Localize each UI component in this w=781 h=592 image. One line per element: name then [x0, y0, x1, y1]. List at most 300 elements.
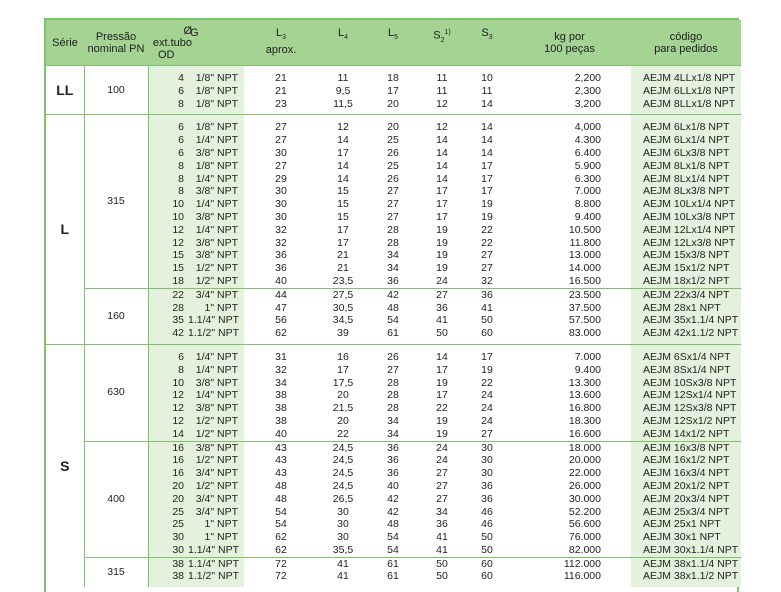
order-code-cell: AEJM 6LLx1/8 NPT	[631, 85, 741, 98]
order-code-cell: AEJM 8Lx3/8 NPT	[631, 185, 741, 198]
order-code-cell: AEJM 8LLx1/8 NPT	[631, 98, 741, 115]
weight-cell: 9.400	[574, 210, 601, 223]
weight-cell: 8.800	[574, 198, 601, 211]
thread-cell: 1/4" NPT	[188, 364, 244, 377]
l4-cell: 30,5	[332, 301, 354, 314]
table-row	[46, 467, 741, 480]
od-cell: 6	[148, 134, 188, 147]
l5-cell: 42	[387, 492, 399, 505]
weight-cell: 52.200	[568, 505, 601, 518]
weight-cell: 7.000	[508, 344, 631, 363]
s2-cell: 17	[436, 363, 448, 376]
header-l3-label: $L_3$	[275, 27, 287, 42]
od-cell: 8	[148, 98, 188, 115]
l3-cell: 62	[275, 531, 287, 544]
pressure-cell: 160	[84, 288, 148, 344]
weight-cell: 14.000	[568, 262, 601, 275]
thread-cell: 1/4" NPT	[188, 344, 244, 363]
s3-cell: 19	[481, 363, 493, 376]
l4-cell: 24,5	[332, 454, 354, 467]
thread-cell: 1" NPT	[188, 302, 244, 315]
thread-cell: 1.1/4" NPT	[188, 544, 244, 557]
s2-cell: 12	[436, 97, 448, 110]
thread-cell: 3/8" NPT	[188, 441, 244, 454]
weight-cell: 4.300	[574, 134, 601, 147]
l3-cell: 31	[244, 344, 318, 363]
order-code-cell: AEJM 6Sx1/4 NPT	[631, 344, 741, 363]
od-cell: 4	[148, 66, 188, 85]
order-code-cell: AEJM 35x1.1/4 NPT	[631, 314, 741, 327]
s3-cell: 50	[481, 531, 493, 544]
order-code-cell: AEJM 28x1 NPT	[631, 302, 741, 315]
s3-cell: 30	[481, 454, 493, 467]
l4-cell: 30	[337, 531, 349, 544]
serie-cell: S	[46, 344, 84, 587]
l3-cell: 29	[275, 172, 287, 185]
s2-cell: 24	[418, 441, 466, 454]
order-code-cell: AEJM 18x1/2 NPT	[631, 275, 741, 288]
s3-cell: 27	[481, 427, 493, 440]
l5-cell: 28	[387, 223, 399, 236]
s3-cell: 36	[466, 288, 508, 301]
l5-cell: 42	[387, 505, 399, 518]
l5-cell: 34	[387, 414, 399, 427]
table-row	[46, 262, 741, 275]
s2-cell: 17	[436, 389, 448, 402]
table-row	[46, 531, 741, 544]
s3-cell: 17	[481, 159, 493, 172]
l4-cell: 24,5	[332, 467, 354, 480]
l4-cell: 24,5	[332, 479, 354, 492]
l5-cell: 27	[387, 363, 399, 376]
l3-cell: 27	[275, 134, 287, 147]
s2-cell: 17	[436, 210, 448, 223]
l5-cell: 40	[387, 479, 399, 492]
od-cell: 25	[148, 506, 188, 519]
s3-cell: 41	[481, 301, 493, 314]
order-code-cell: AEJM 15x1/2 NPT	[631, 262, 741, 275]
l5-cell: 61	[387, 327, 399, 340]
l4-cell: 11	[318, 66, 368, 85]
l4-cell: 34,5	[332, 314, 354, 327]
s2-cell: 27	[418, 288, 466, 301]
s3-cell: 30	[481, 467, 493, 480]
s3-cell: 30	[466, 441, 508, 454]
l5-cell: 25	[387, 134, 399, 147]
table-row	[46, 224, 741, 237]
l5-cell: 36	[387, 467, 399, 480]
s2-cell: 50	[418, 557, 466, 570]
l4-cell: 15	[337, 185, 349, 198]
thread-cell: 3/8" NPT	[188, 377, 244, 390]
table-row	[46, 275, 741, 288]
l4-cell: 26,5	[332, 492, 354, 505]
header-g: G	[188, 20, 244, 66]
s2-cell: 19	[436, 223, 448, 236]
thread-cell: 1" NPT	[188, 531, 244, 544]
table-row	[46, 160, 741, 173]
l4-cell: 17,5	[332, 376, 354, 389]
s2-cell: 17	[436, 198, 448, 211]
l5-cell: 17	[387, 84, 399, 97]
weight-cell: 4,000	[508, 115, 631, 134]
s3-cell: 22	[481, 236, 493, 249]
thread-cell: 1/2" NPT	[188, 262, 244, 275]
order-code-cell: AEJM 14x1/2 NPT	[631, 428, 741, 441]
s2-cell: 19	[436, 414, 448, 427]
s3-cell: 46	[481, 518, 493, 531]
od-cell: 25	[148, 518, 188, 531]
s2-cell: 12	[418, 115, 466, 134]
table-row	[46, 198, 741, 211]
l5-cell: 34	[387, 427, 399, 440]
od-cell: 10	[148, 211, 188, 224]
l3-cell: 32	[275, 223, 287, 236]
weight-cell: 56.600	[568, 518, 601, 531]
s3-cell: 60	[466, 557, 508, 570]
s2-cell: 14	[436, 134, 448, 147]
order-code-cell: AEJM 12Sx1/4 NPT	[631, 389, 741, 402]
s3-cell: 19	[481, 198, 493, 211]
l3-cell: 48	[275, 479, 287, 492]
l5-cell: 26	[368, 344, 418, 363]
s2-cell: 11	[436, 84, 448, 97]
s2-cell: 19	[436, 249, 448, 262]
weight-cell: 116.000	[563, 570, 601, 583]
pressure-cell: 100	[84, 66, 148, 115]
l5-cell: 28	[387, 376, 399, 389]
pressure-cell: 315	[84, 557, 148, 587]
weight-cell: 37.500	[568, 301, 601, 314]
order-code-cell: AEJM 15x3/8 NPT	[631, 249, 741, 262]
weight-cell: 82.000	[568, 543, 601, 556]
od-cell: 15	[148, 249, 188, 262]
table-row	[46, 454, 741, 467]
s3-cell: 50	[481, 543, 493, 556]
weight-cell: 5.900	[574, 159, 601, 172]
l3-cell: 32	[275, 363, 287, 376]
od-cell: 14	[148, 428, 188, 441]
weight-cell: 16.600	[568, 427, 601, 440]
weight-cell: 76.000	[568, 531, 601, 544]
od-cell: 12	[148, 224, 188, 237]
l4-cell: 20	[337, 389, 349, 402]
weight-cell: 9.400	[574, 363, 601, 376]
s2-cell: 27	[436, 467, 448, 480]
weight-cell: 6.300	[574, 172, 601, 185]
thread-cell: 1" NPT	[188, 518, 244, 531]
s3-cell: 14	[481, 134, 493, 147]
l4-cell: 41	[318, 557, 368, 570]
l4-cell: 17	[337, 363, 349, 376]
thread-cell: 1.1/4" NPT	[188, 314, 244, 327]
od-cell: 12	[148, 402, 188, 415]
table-row	[46, 134, 741, 147]
s3-cell: 17	[466, 344, 508, 363]
order-code-cell: AEJM 25x1 NPT	[631, 518, 741, 531]
od-cell: 8	[148, 160, 188, 173]
table-row	[46, 173, 741, 186]
header-od: Ø ext.tubo OD	[148, 20, 188, 66]
l3-cell: 38	[275, 389, 287, 402]
s3-cell: 27	[481, 262, 493, 275]
l4-cell: 21	[337, 249, 349, 262]
l3-cell: 23	[275, 97, 287, 110]
l4-cell: 21,5	[332, 402, 354, 415]
table-row	[46, 557, 741, 570]
od-cell: 15	[148, 262, 188, 275]
table-header	[46, 20, 741, 66]
order-code-cell: AEJM 22x3/4 NPT	[631, 288, 741, 301]
weight-cell: 20.000	[568, 454, 601, 467]
s2-cell: 24	[436, 454, 448, 467]
weight-cell: 22.000	[568, 467, 601, 480]
s2-cell: 27	[436, 479, 448, 492]
l3-cell: 40	[275, 427, 287, 440]
s2-cell: 14	[436, 172, 448, 185]
s3-cell: 19	[481, 210, 493, 223]
weight-cell: 2,300	[574, 84, 601, 97]
thread-cell: 1/2" NPT	[188, 428, 244, 441]
od-cell: 22	[148, 288, 188, 301]
thread-cell: 3/8" NPT	[188, 211, 244, 224]
order-code-cell: AEJM 20x1/2 NPT	[631, 480, 741, 493]
pressure-cell: 400	[84, 441, 148, 557]
l5-cell: 26	[387, 146, 399, 159]
table-row	[46, 327, 741, 344]
l3-cell: 21	[275, 84, 287, 97]
order-code-cell: AEJM 6Lx1/8 NPT	[631, 115, 741, 134]
s3-cell: 24	[481, 414, 493, 427]
od-cell: 30	[148, 531, 188, 544]
l5-cell: 36	[387, 274, 399, 287]
od-cell: 8	[148, 173, 188, 186]
thread-cell: 3/8" NPT	[188, 249, 244, 262]
od-cell: 30	[148, 544, 188, 557]
od-cell: 12	[148, 415, 188, 428]
od-cell: 20	[148, 493, 188, 506]
pressure-cell: 315	[84, 115, 148, 288]
order-code-cell: AEJM 16x1/2 NPT	[631, 454, 741, 467]
weight-cell: 13.000	[568, 249, 601, 262]
l3-cell: 36	[275, 262, 287, 275]
l5-cell: 48	[387, 301, 399, 314]
l3-cell: 27	[275, 159, 287, 172]
od-cell: 10	[148, 198, 188, 211]
l5-cell: 20	[387, 97, 399, 110]
od-cell: 16	[148, 454, 188, 467]
s2-cell: 36	[436, 301, 448, 314]
thread-cell: 1/4" NPT	[188, 224, 244, 237]
l4-cell: 21	[337, 262, 349, 275]
table-row	[46, 377, 741, 390]
weight-cell: 2,200	[508, 66, 631, 85]
thread-cell: 3/8" NPT	[188, 147, 244, 160]
od-cell: 35	[148, 314, 188, 327]
order-code-cell: AEJM 10Sx3/8 NPT	[631, 377, 741, 390]
s2-cell: 41	[436, 314, 448, 327]
l3-cell: 72	[244, 557, 318, 570]
s3-cell: 46	[481, 505, 493, 518]
order-code-cell: AEJM 4LLx1/8 NPT	[631, 66, 741, 85]
order-code-cell: AEJM 10Lx1/4 NPT	[631, 198, 741, 211]
od-cell: 12	[148, 237, 188, 250]
s2-cell: 17	[436, 185, 448, 198]
weight-cell: 30.000	[568, 492, 601, 505]
thread-cell: 1/8" NPT	[188, 85, 244, 98]
l3-cell: 36	[275, 249, 287, 262]
l5-cell: 54	[387, 543, 399, 556]
s3-cell: 11	[481, 84, 493, 97]
s3-cell: 22	[481, 376, 493, 389]
order-code-cell: AEJM 8Lx1/8 NPT	[631, 160, 741, 173]
table-row	[46, 211, 741, 224]
l3-cell: 30	[275, 185, 287, 198]
s3-cell: 24	[481, 389, 493, 402]
l3-cell: 38	[275, 402, 287, 415]
s3-cell: 27	[481, 249, 493, 262]
od-cell: 18	[148, 275, 188, 288]
table-row	[46, 85, 741, 98]
od-cell: 20	[148, 480, 188, 493]
l3-cell: 43	[244, 441, 318, 454]
l4-cell: 9,5	[335, 84, 351, 97]
l5-cell: 28	[387, 236, 399, 249]
thread-cell: 3/8" NPT	[188, 237, 244, 250]
thread-cell: 1/8" NPT	[188, 160, 244, 173]
header-l5: $L_5$	[368, 20, 418, 66]
s3-cell: 24	[481, 402, 493, 415]
thread-cell: 3/8" NPT	[188, 402, 244, 415]
od-cell: 38	[148, 557, 188, 570]
l5-cell: 36	[368, 441, 418, 454]
thread-cell: 1.1/4" NPT	[188, 557, 244, 570]
header-s2: $S_2^{1)}$	[418, 20, 466, 66]
l5-cell: 34	[387, 262, 399, 275]
weight-cell: 16.500	[568, 274, 601, 287]
od-cell: 6	[148, 344, 188, 363]
l4-cell: 11,5	[333, 97, 353, 110]
l4-cell: 22	[337, 427, 349, 440]
od-cell: 6	[148, 85, 188, 98]
table-row	[46, 441, 741, 454]
s2-cell: 14	[436, 159, 448, 172]
l4-cell: 17	[337, 236, 349, 249]
od-cell: 8	[148, 185, 188, 198]
l3-cell: 43	[275, 467, 287, 480]
l5-cell: 54	[387, 314, 399, 327]
s3-cell: 36	[481, 479, 493, 492]
header-serie: Série	[46, 20, 84, 66]
table-row	[46, 518, 741, 531]
l4-cell: 30	[337, 518, 349, 531]
l4-cell: 14	[337, 159, 349, 172]
s3-cell: 50	[481, 314, 493, 327]
thread-cell: 1.1/2" NPT	[188, 570, 244, 587]
s2-cell: 34	[436, 505, 448, 518]
od-cell: 16	[148, 441, 188, 454]
product-table	[46, 20, 741, 587]
od-cell: 8	[148, 364, 188, 377]
order-code-cell: AEJM 16x3/4 NPT	[631, 467, 741, 480]
order-code-cell: AEJM 10Lx3/8 NPT	[631, 211, 741, 224]
s3-cell: 17	[481, 172, 493, 185]
l5-cell: 27	[387, 198, 399, 211]
s2-cell: 19	[436, 376, 448, 389]
product-table-frame	[44, 18, 739, 592]
order-code-cell: AEJM 12Lx1/4 NPT	[631, 224, 741, 237]
s2-cell: 14	[418, 344, 466, 363]
weight-cell: 11.800	[569, 236, 601, 249]
thread-cell: 1/4" NPT	[188, 389, 244, 402]
l5-cell: 61	[368, 557, 418, 570]
table-row	[46, 544, 741, 557]
thread-cell: 1/4" NPT	[188, 134, 244, 147]
od-cell: 28	[148, 302, 188, 315]
l3-cell: 48	[275, 492, 287, 505]
l4-cell: 41	[337, 570, 349, 583]
thread-cell: 3/4" NPT	[188, 493, 244, 506]
header-s3: $S_3$	[466, 20, 508, 66]
l5-cell: 34	[387, 249, 399, 262]
l3-cell: 62	[275, 327, 287, 340]
thread-cell: 1.1/2" NPT	[188, 327, 244, 344]
header-pressure: Pressão nominal PN	[84, 20, 148, 66]
l3-cell: 43	[275, 454, 287, 467]
s3-cell: 32	[481, 274, 493, 287]
l5-cell: 28	[387, 389, 399, 402]
order-code-cell: AEJM 20x3/4 NPT	[631, 493, 741, 506]
table-row	[46, 364, 741, 377]
s2-cell: 14	[436, 146, 448, 159]
od-cell: 16	[148, 467, 188, 480]
l4-cell: 15	[337, 198, 349, 211]
l3-cell: 38	[275, 414, 287, 427]
l5-cell: 18	[368, 66, 418, 85]
l5-cell: 27	[387, 210, 399, 223]
order-code-cell: AEJM 25x3/4 NPT	[631, 506, 741, 519]
order-code-cell: AEJM 30x1 NPT	[631, 531, 741, 544]
l4-cell: 14	[337, 172, 349, 185]
weight-cell: 7.000	[574, 185, 601, 198]
table-row	[46, 147, 741, 160]
order-code-cell: AEJM 38x1.1/2 NPT	[631, 570, 741, 587]
weight-cell: 83.000	[568, 327, 601, 340]
order-code-cell: AEJM 6Lx1/4 NPT	[631, 134, 741, 147]
table-row	[46, 389, 741, 402]
table-row	[46, 493, 741, 506]
l4-cell: 30	[337, 505, 349, 518]
s3-cell: 14	[481, 97, 493, 110]
od-cell: 42	[148, 327, 188, 344]
s2-cell: 36	[436, 518, 448, 531]
l3-cell: 32	[275, 236, 287, 249]
thread-cell: 1/2" NPT	[188, 275, 244, 288]
l5-cell: 42	[368, 288, 418, 301]
s2-cell: 50	[436, 570, 448, 583]
weight-cell: 26.000	[568, 479, 601, 492]
l3-cell: 54	[275, 518, 287, 531]
l5-cell: 25	[387, 159, 399, 172]
header-l3: $L_3$ aprox.	[244, 20, 318, 66]
table-row	[46, 185, 741, 198]
s2-cell: 41	[436, 531, 448, 544]
s3-cell: 22	[481, 223, 493, 236]
order-code-cell: AEJM 30x1.1/4 NPT	[631, 544, 741, 557]
od-cell: 6	[148, 147, 188, 160]
table-row	[46, 344, 741, 363]
table-row	[46, 249, 741, 262]
